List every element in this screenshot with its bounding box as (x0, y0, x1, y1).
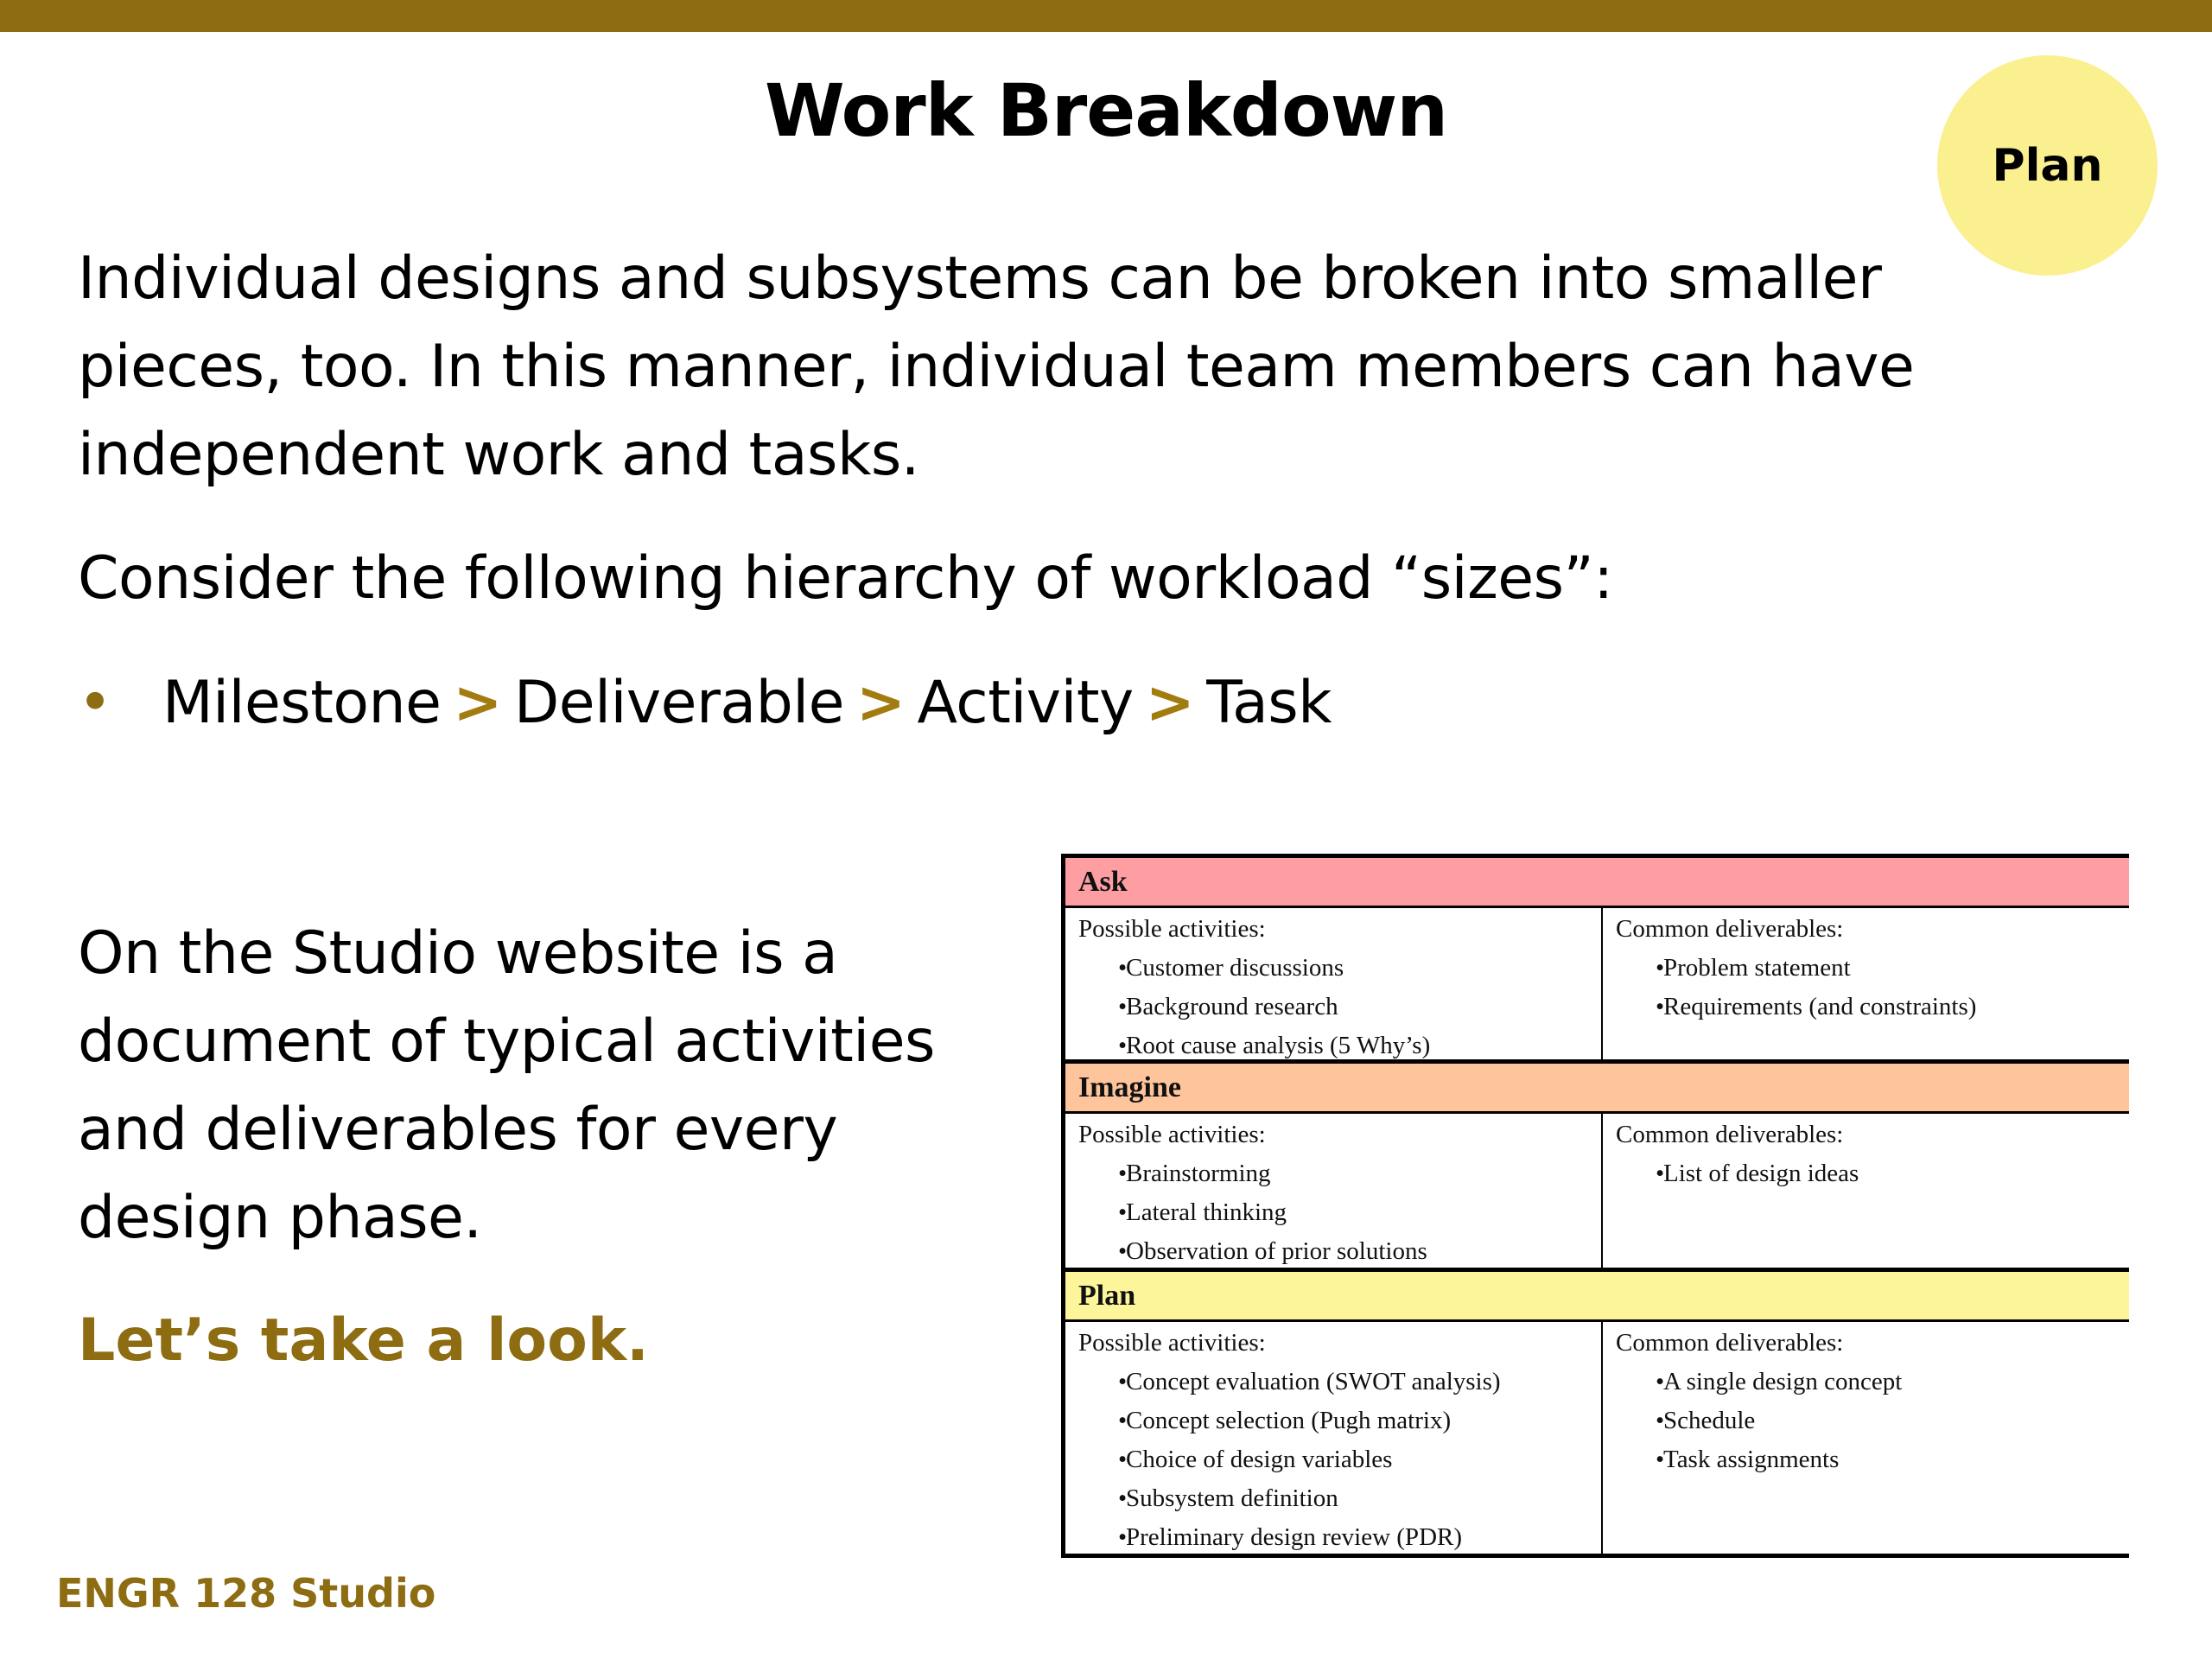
bullet-icon: • (78, 669, 112, 737)
activities-item: • Concept selection (Pugh matrix) (1078, 1402, 1601, 1440)
call-to-action: Let’s take a look. (78, 1306, 649, 1375)
phase-header-ask: Ask (1065, 858, 2129, 908)
activities-list (1078, 1154, 1601, 1271)
hierarchy-separator: > (453, 669, 502, 737)
activities-item: • Root cause analysis (5 Why’s) (1078, 1027, 1601, 1065)
deliverables-item: • Task assignments (1616, 1440, 2129, 1479)
deliverables-label: Common deliverables: (1616, 915, 1844, 943)
phase-row-ask (1065, 908, 2129, 1064)
activities-item: • Customer discussions (1078, 949, 1601, 988)
deliverables-item: • Schedule (1616, 1402, 2129, 1440)
deliverables-list (1616, 1154, 2129, 1193)
activities-label: Possible activities: (1078, 1329, 1266, 1357)
studio-website-paragraph: On the Studio website is a document of typical activities and deliverables for every design phase. (78, 919, 935, 1252)
activities-column (1065, 908, 1603, 1059)
deliverables-item: • Requirements (and constraints) (1616, 988, 2129, 1027)
top-accent-bar (0, 0, 2212, 32)
deliverables-list (1616, 949, 2129, 1027)
deliverables-item: • Problem statement (1616, 949, 2129, 988)
intro-paragraph: Individual designs and subsystems can be broken into smaller pieces, too. In this manner, individual team members can have independent work and tasks. (78, 245, 1915, 489)
hierarchy-level-deliverable: Deliverable (513, 669, 844, 737)
phase-header-imagine: Imagine (1065, 1064, 2129, 1114)
deliverables-column (1603, 908, 2129, 1059)
phase-badge-label: Plan (1992, 139, 2103, 192)
activities-item: • Lateral thinking (1078, 1193, 1601, 1232)
deliverables-column (1603, 1322, 2129, 1554)
activities-label: Possible activities: (1078, 915, 1266, 943)
course-footer: ENGR 128 Studio (56, 1570, 436, 1617)
deliverables-item: • List of design ideas (1616, 1154, 2129, 1193)
design-phase-document (1061, 854, 2129, 1558)
hierarchy-item (78, 657, 1332, 750)
hierarchy-intro: Consider the following hierarchy of workload “sizes”: (78, 544, 1613, 613)
deliverables-item: • A single design concept (1616, 1363, 2129, 1402)
hierarchy-level-task: Task (1206, 669, 1332, 737)
activities-label: Possible activities: (1078, 1121, 1266, 1148)
activities-item: • Brainstorming (1078, 1154, 1601, 1193)
hierarchy-separator: > (1145, 669, 1195, 737)
activities-item: • Concept evaluation (SWOT analysis) (1078, 1363, 1601, 1402)
deliverables-list (1616, 1363, 2129, 1479)
slide-title: Work Breakdown (764, 68, 1448, 153)
hierarchy-level-milestone: Milestone (162, 669, 442, 737)
phase-row-imagine (1065, 1114, 2129, 1272)
deliverables-label: Common deliverables: (1616, 1121, 1844, 1148)
activities-item: • Preliminary design review (PDR) (1078, 1518, 1601, 1557)
deliverables-column (1603, 1114, 2129, 1268)
deliverables-label: Common deliverables: (1616, 1329, 1844, 1357)
phase-header-plan: Plan (1065, 1272, 2129, 1322)
activities-column (1065, 1114, 1603, 1268)
hierarchy-list (78, 657, 1332, 750)
activities-item: • Choice of design variables (1078, 1440, 1601, 1479)
hierarchy-separator: > (856, 669, 906, 737)
activities-item: • Subsystem definition (1078, 1479, 1601, 1518)
activities-column (1065, 1322, 1603, 1554)
phase-row-plan (1065, 1322, 2129, 1554)
activities-list (1078, 949, 1601, 1065)
activities-item: • Background research (1078, 988, 1601, 1027)
hierarchy-level-activity: Activity (917, 669, 1134, 737)
activities-item: • Observation of prior solutions (1078, 1232, 1601, 1271)
activities-list (1078, 1363, 1601, 1557)
